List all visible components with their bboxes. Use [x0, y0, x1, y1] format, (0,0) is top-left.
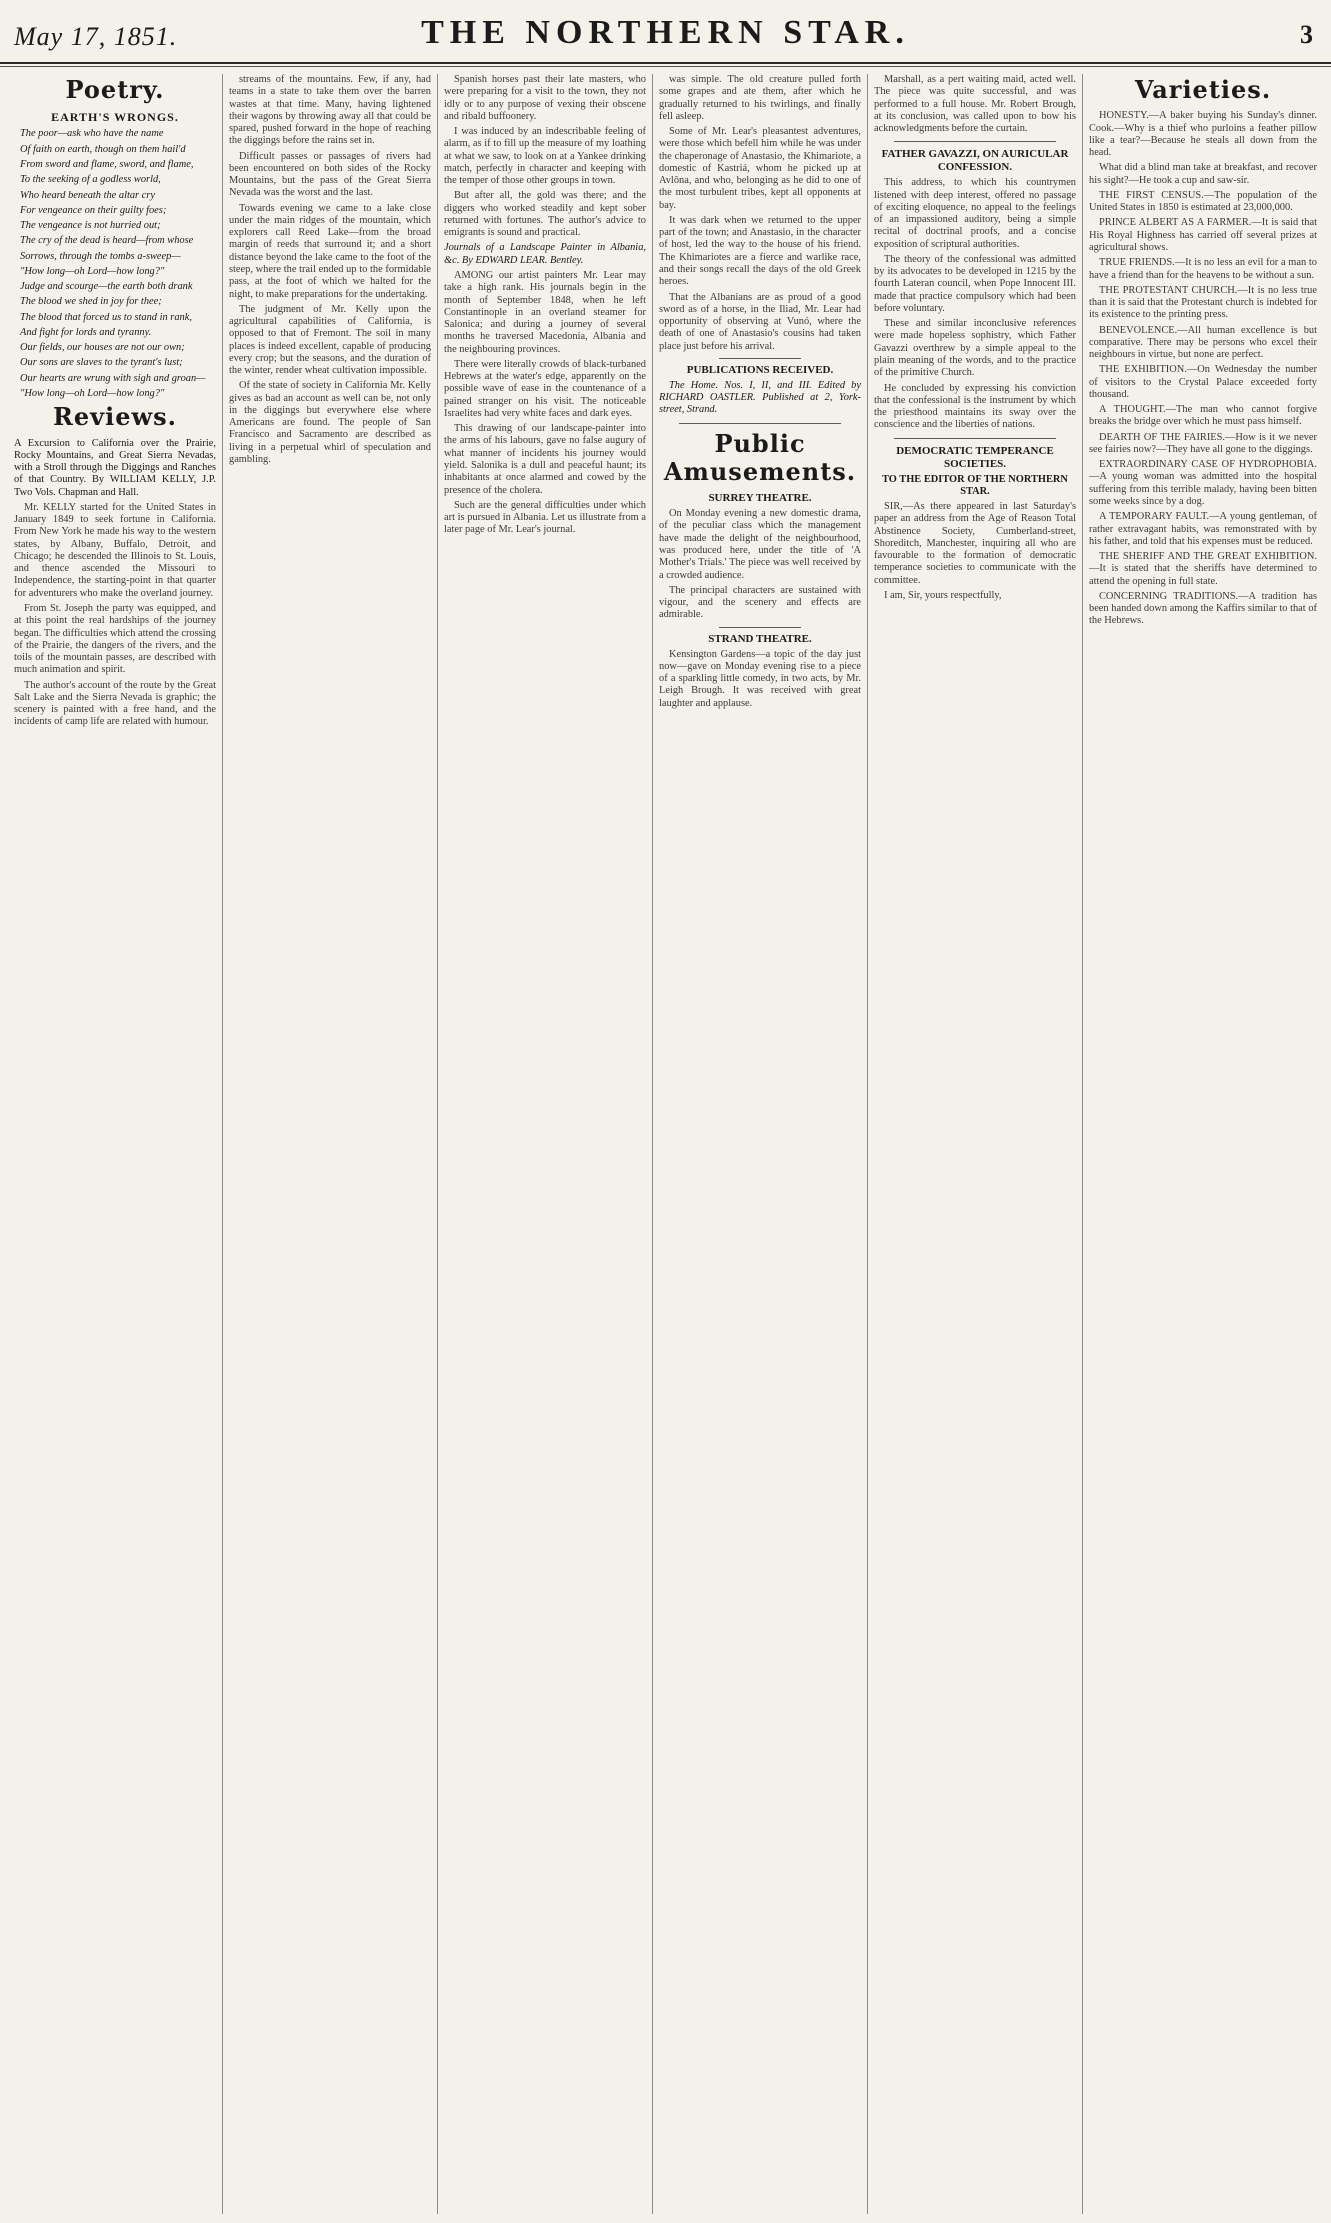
- poem-line: The blood that forced us to stand in rank,: [20, 311, 192, 323]
- paragraph: was simple. The old creature pulled forth some grapes and ate them, after which he gradually returned to his twirlings, and finally fell asleep.: [659, 74, 861, 122]
- temperance-subheading: TO THE EDITOR OF THE NORTHERN STAR.: [882, 473, 1068, 497]
- paragraph: The principal characters are sustained with vigour, and the scenery and effects are admirable.: [659, 584, 861, 621]
- poem-line: The blood we shed in joy for thee;: [20, 296, 162, 308]
- column-4: [653, 74, 868, 2214]
- column-2-body: [229, 74, 431, 466]
- variety-item: BENEVOLENCE.—All human excellence is but comparative. There may be persons who excel their neighbours in virtue, but none are perfect.: [1089, 324, 1317, 361]
- divider: [719, 358, 801, 359]
- column-3-body: [444, 74, 646, 239]
- paragraph: Difficult passes or passages of rivers had been encountered on both sides of the Rocky Mountains, but the pass of the Great Sierra Nevada was the worst and the last.: [229, 150, 431, 199]
- masthead-rule: [0, 66, 1331, 67]
- theatre-2-heading: STRAND THEATRE.: [708, 632, 812, 645]
- gavazzi-body: [874, 177, 1076, 431]
- poem-line: Our hearts are wrung with sigh and groan—: [20, 372, 206, 384]
- divider: [894, 141, 1056, 142]
- paragraph: Some of Mr. Lear's pleasantest adventures, were those which befell him while he was under the chaperonage of Anastasio, the Khimariote, a domestic of Kastriá, whom he picked up at Avlôna, and who, belonging as he did to one of the most turbulent tribes, kept all opponents at bay.: [659, 126, 861, 211]
- poem-line: The cry of the dead is heard—from whose: [20, 235, 194, 247]
- variety-item: THE EXHIBITION.—On Wednesday the number of visitors to the Crystal Palace exceeded forty thousand.: [1089, 364, 1317, 400]
- poem-line: To the seeking of a godless world,: [20, 174, 161, 186]
- gavazzi-heading: FATHER GAVAZZI, ON AURICULAR CONFESSION.: [881, 148, 1069, 174]
- review-2-body: [444, 270, 646, 537]
- variety-item: A TEMPORARY FAULT.—A young gentleman, of rather extravagant habits, was remonstrated with by his father, and told that his expenses must be reduced.: [1089, 511, 1317, 547]
- divider: [679, 423, 841, 424]
- paragraph: These and similar inconclusive references were made hopeless sophistry, which Father Gavazzi overthrew by a simple appeal to the plain meaning of the words, and to the practice of the primitive Church.: [874, 318, 1076, 379]
- publications-heading: PUBLICATIONS RECEIVED.: [686, 363, 834, 376]
- paragraph: He concluded by expressing his conviction that the confessional is the instrument by which the priesthood maintains its sway over the conscience and the liberties of nations.: [874, 382, 1076, 431]
- paragraph: streams of the mountains. Few, if any, had teams in a state to take them over the barren wastes at that time. Many, having lightened their wagons by throwing away all that could be spared, pushed forward in the hope of reaching the diggings before the rains set in.: [229, 74, 431, 147]
- paragraph: The theory of the confessional was admitted by its advocates to be developed in 1215 by the fourth Lateran council, when Pope Innocent III. made that practice compulsory which had been before voluntary.: [874, 253, 1076, 314]
- issue-date: May 17, 1851.: [14, 22, 178, 51]
- variety-item: CONCERNING TRADITIONS.—A tradition has been handed down among the Kaffirs similar to that of the Hebrews.: [1089, 590, 1317, 627]
- column-3: [438, 74, 653, 2214]
- review-lead: A Excursion to California over the Prairie, Rocky Mountains, and Great Sierra Nevadas, with a Stroll through the Diggings and Ranches of that Country. By WILLIAM KELLY, J.P. Two Vols. Chapman and Hall.: [14, 437, 216, 498]
- poem-line: Sorrows, through the tombs a-sweep—: [20, 250, 181, 262]
- section-heading-amusements: Public Amusements.: [663, 428, 857, 486]
- paragraph: Towards evening we came to a lake close under the main ridges of the mountain, which explorers call Reed Lake—from the broad margin of reeds that surround it; and a short distance beyond the lake came to the foot of the steep, where the trail ended up to the formidable pass, at the foot of which we halted for the night, to make preparations for the undertaking.: [229, 202, 431, 300]
- section-heading-poetry: Poetry.: [65, 75, 165, 104]
- poem-line: "How long—oh Lord—how long?": [20, 387, 165, 399]
- section-heading-reviews: Reviews.: [52, 402, 178, 432]
- column-1: [8, 74, 223, 2214]
- column-5-top: [874, 74, 1076, 135]
- paragraph: From St. Joseph the party was equipped, and at this point the real hardships of the journey began. The difficulties which attend the crossing of the Prairie, the dangers of the rivers, and the toils of the mountain passes, are described with much animation and spirit.: [14, 603, 216, 676]
- paragraph: I am, Sir, yours respectfully,: [884, 589, 1002, 601]
- paragraph: I was induced by an indescribable feeling of alarm, as if to fill up the measure of my loathing at what we saw, to look on at a Yankee drinking match, perfectly in character and keeping with the temper of those other groups in town.: [444, 126, 646, 187]
- paragraph: AMONG our artist painters Mr. Lear may take a high rank. His journals begin in the month of September 1848, when he left Constantinople in an overland steamer for Salonica; and during a journey of several months he traversed Macedonia, Albania and the neighbouring provinces.: [444, 269, 646, 355]
- poem-line: Our sons are slaves to the tyrant's lust;: [20, 357, 183, 369]
- paragraph: On Monday evening a new domestic drama, of the peculiar class which the management have made the delight of the neighbourhood, was produced here, under the title of 'A Mother's Trials.' The piece was well received by a crowded audience.: [659, 508, 861, 581]
- variety-item: PRINCE ALBERT AS A FARMER.—It is said that His Royal Highness has carried off several prizes at agricultural shows.: [1089, 217, 1317, 253]
- masthead: [0, 0, 1331, 64]
- column-6: [1083, 74, 1323, 2214]
- column-1-body: [14, 502, 216, 729]
- theatre-1-body: [659, 508, 861, 621]
- temperance-heading: DEMOCRATIC TEMPERANCE SOCIETIES.: [896, 444, 1054, 470]
- column-4-body: [659, 74, 861, 353]
- poem-line: The vengeance is not hurried out;: [20, 220, 161, 232]
- poem-line: The poor—ask who have the name: [20, 128, 164, 140]
- poem-line: Our fields, our houses are not our own;: [20, 342, 185, 354]
- page-number: 3: [1300, 20, 1313, 49]
- column-5: [868, 74, 1083, 2214]
- paragraph: Spanish horses past their late masters, who were preparing for a visit to the town, they not idly or to any purpose of vexing their obscene and ribald buffoonery.: [444, 74, 646, 122]
- publications-text: The Home. Nos. I, II, and III. Edited by RICHARD OASTLER. Published at 2, York-street, Strand.: [659, 379, 861, 416]
- paragraph: There were literally crowds of black-turbaned Hebrews at the water's edge, apparently on the possible wave of ease in the countenance of a pained stranger on his visit. The noticeable Israelites had very white faces and dark eyes.: [444, 358, 646, 419]
- paragraph: Mr. KELLY started for the United States in January 1849 to seek fortune in California. From New York he made his way to the western states, by Albany, Buffalo, Detroit, and Chicago; he descended the Illinois to St. Louis, and thence ascended the Missouri to Independence, the starting-point in that quarter for adventurers who make the overland journey.: [14, 501, 216, 599]
- poem-line: Of faith on earth, though on them hail'd: [20, 143, 186, 155]
- poem-line: Judge and scourge—the earth both drank: [20, 281, 193, 293]
- poem-line: For vengeance on their guilty foes;: [20, 204, 167, 216]
- paragraph: This drawing of our landscape-painter into the arms of his labours, gave no false augury of what manner of incidents his journey would yield. Salonika is a dull and peaceful haunt; its inhabitants at once alarmed and cowed by the presence of the cholera.: [444, 423, 646, 496]
- column-2: [223, 74, 438, 2214]
- variety-item: HONESTY.—A baker buying his Sunday's dinner. Cook.—Why is a thief who purloins a feather pillow like a tear?—Because he steals all down from the head.: [1089, 110, 1317, 159]
- poem-title: EARTH'S WRONGS.: [51, 110, 179, 125]
- paper-title: THE NORTHERN STAR.: [421, 14, 910, 51]
- paragraph: Kensington Gardens—a topic of the day just now—gave on Monday evening rise to a piece of a sparkling little comedy, in two acts, by Mr. Leigh Brough. It was received with great laughter and applause.: [659, 648, 861, 709]
- varieties-body: [1089, 110, 1317, 627]
- paragraph: SIR,—As there appeared in last Saturday's paper an address from the Age of Reason Total Abstinence Society, Cumberland-street, Shoreditch, Manchester, inquiring all who are favourable to the formation of democratic temperance societies to communicate with the committee.: [874, 501, 1076, 586]
- variety-item: EXTRAORDINARY CASE OF HYDROPHOBIA.—A young woman was admitted into the hospital suffering from this terrible malady, having been bitten some weeks since by a dog.: [1089, 459, 1317, 508]
- paragraph: It was dark when we returned to the upper part of the town; and Anastasio, in the character of host, led the way to the house of his friend. The Khimariotes are a fierce and warlike race, and their songs recall the days of the old Greek heroes.: [659, 214, 861, 288]
- theatre-2-body: [659, 649, 861, 710]
- paragraph: The author's account of the route by the Great Salt Lake and the Sierra Nevada is graphic; the scenery is painted with a free hand, and the incidents of camp life are related with humour.: [14, 679, 216, 728]
- temperance-body: [874, 501, 1076, 602]
- poem: [14, 128, 216, 400]
- poem-line: And fight for lords and tyranny.: [20, 326, 152, 338]
- theatre-1-heading: SURREY THEATRE.: [708, 492, 812, 505]
- variety-item: A THOUGHT.—The man who cannot forgive breaks the bridge over which he must pass himself.: [1089, 404, 1317, 428]
- variety-item: TRUE FRIENDS.—It is no less an evil for a man to have a friend than for the heavens to be without a sun.: [1089, 257, 1317, 281]
- review-2-lead: Journals of a Landscape Painter in Albania, &c. By EDWARD LEAR. Bentley.: [444, 242, 646, 266]
- divider: [894, 438, 1056, 439]
- variety-item: THE FIRST CENSUS.—The population of the United States in 1850 is estimated at 23,000,000.: [1089, 189, 1317, 214]
- paragraph: That the Albanians are as proud of a good sword as of a horse, in the Iliad, Mr. Lear had opportunity of observing at Vunó, where the death of one of Anastasio's cousins had taken place just before his arrival.: [659, 291, 861, 352]
- paragraph: Of the state of society in California Mr. Kelly gives as bad an account as well can be, not only in the diggings but everywhere else where Americans are found. The people of San Francisco and Sacramento are described as living in a perpetual whirl of speculation and gambling.: [229, 380, 431, 465]
- poem-line: "How long—oh Lord—how long?": [20, 265, 165, 277]
- variety-item: DEARTH OF THE FAIRIES.—How is it we never see fairies now?—They have all gone to the diggings.: [1089, 431, 1317, 455]
- paragraph: But after all, the gold was there; and the diggers who worked steadily and kept sober returned with fortunes. The author's advice to emigrants is sound and practical.: [444, 190, 646, 239]
- paragraph: Such are the general difficulties under which art is pursued in Albania. Let us illustrate from a later page of Mr. Lear's journal.: [444, 499, 646, 536]
- columns: [8, 74, 1323, 2214]
- variety-item: What did a blind man take at breakfast, and recover his sight?—He took a cup and saw-sir.: [1089, 162, 1317, 186]
- poem-line: From sword and flame, sword, and flame,: [20, 159, 194, 170]
- paragraph: Marshall, as a pert waiting maid, acted well. The piece was quite successful, and was performed to a full house. Mr. Robert Brough, at its conclusion, was called upon to bow his acknowledgments before the curtain.: [874, 74, 1076, 135]
- divider: [719, 627, 801, 628]
- poem-line: Who heard beneath the altar cry: [20, 189, 155, 201]
- paragraph: The judgment of Mr. Kelly upon the agricultural capabilities of California, is opposed to that of Fremont. The soil in many places is indeed excellent, capable of producing every crop; but the seasons, and the duration of the winter, render wheat cultivation impossible.: [229, 303, 431, 377]
- section-heading-varieties: Varieties.: [1134, 75, 1272, 104]
- paragraph: This address, to which his countrymen listened with deep interest, offered no passage of exciting eloquence, no appeal to the feelings of an impassioned auditory, being a simple recital of doctrinal proofs, and a concise exposition of scriptural authorities.: [874, 177, 1076, 250]
- variety-item: THE SHERIFF AND THE GREAT EXHIBITION.—It is stated that the sheriffs have determined to attend the opening in full state.: [1089, 551, 1317, 587]
- variety-item: THE PROTESTANT CHURCH.—It is no less true than it is said that the Protestant church is indebted for its existence to the printing press.: [1089, 284, 1317, 321]
